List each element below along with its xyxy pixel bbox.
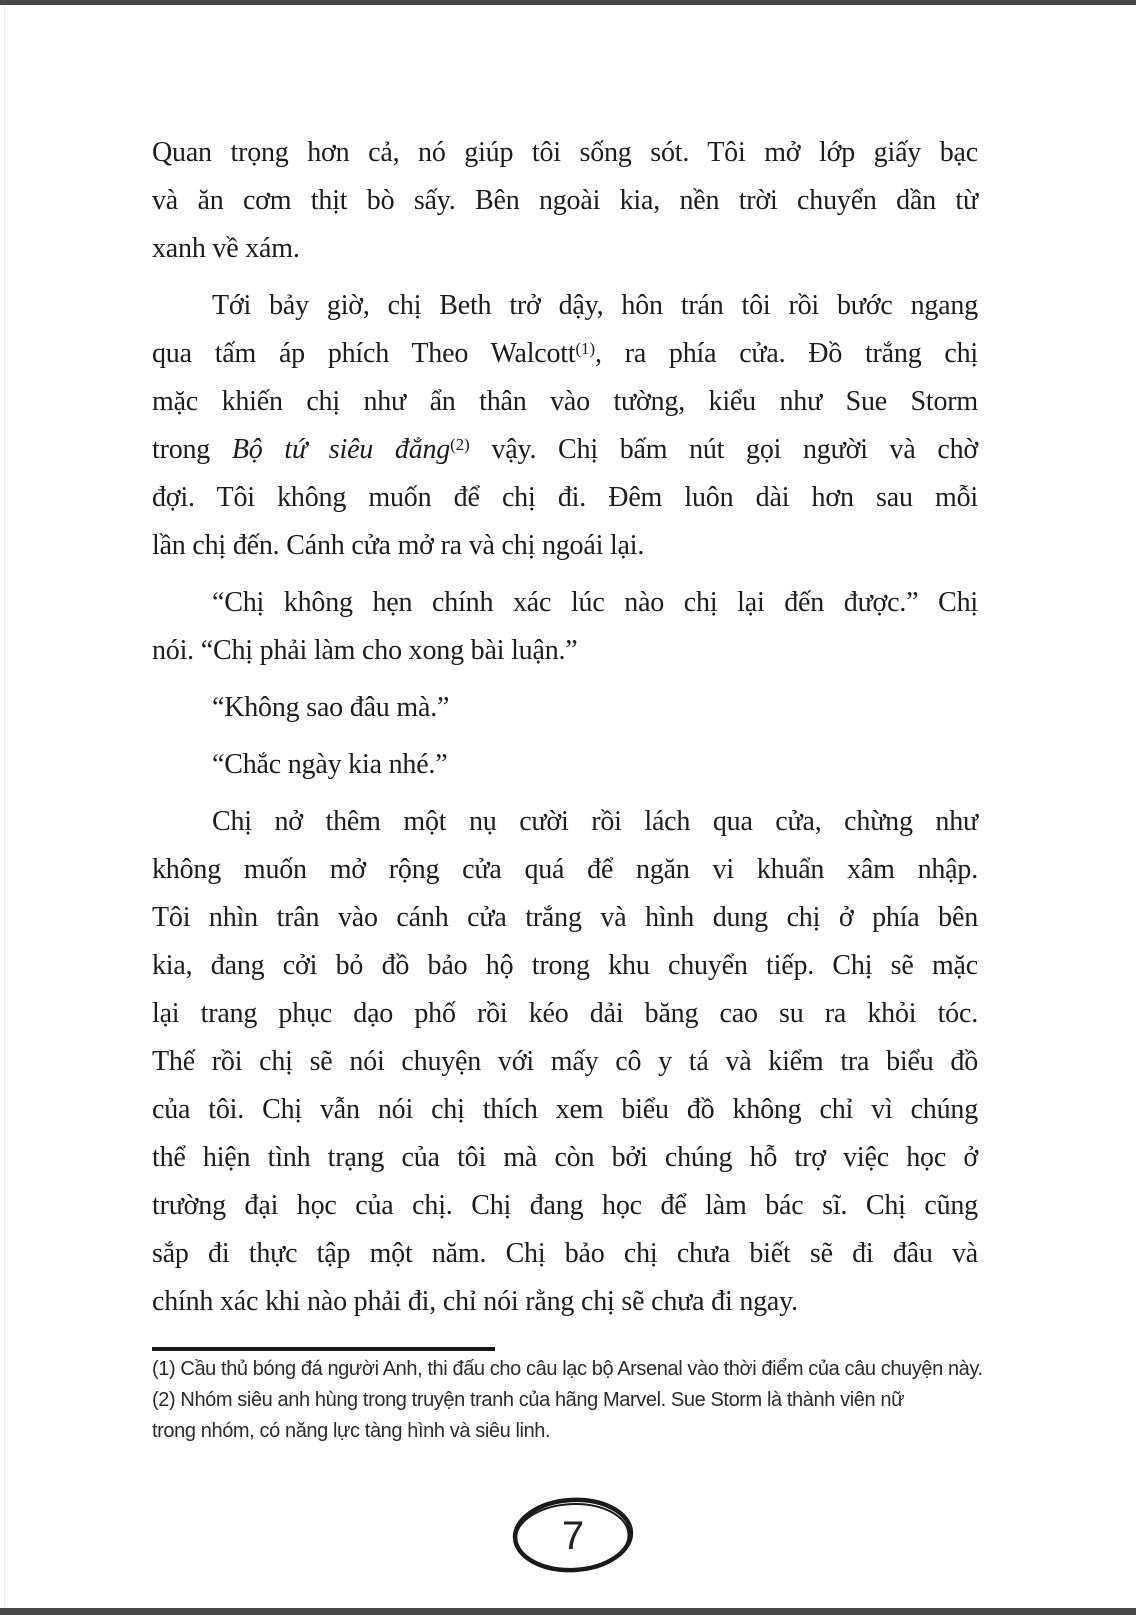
text-line: Thế rồi chị sẽ nói chuyện với mấy cô y tá và kiểm tra biểu đồ xyxy=(152,1046,978,1077)
text-line: của tôi. Chị vẫn nói chị thích xem biểu đồ không chỉ vì chúng xyxy=(152,1094,978,1125)
text-line: Tôi nhìn trân vào cánh cửa trắng và hình dung chị ở phía bên xyxy=(152,902,978,933)
text-line: chính xác khi nào phải đi, chỉ nói rằng chị sẽ chưa đi ngay. xyxy=(152,1286,798,1317)
text-line: đợi. Tôi không muốn để chị đi. Đêm luôn dài hơn sau mỗi xyxy=(152,482,978,513)
text-line: “Chắc ngày kia nhé.” xyxy=(212,749,448,780)
text-line: Quan trọng hơn cả, nó giúp tôi sống sót. Tôi mở lớp giấy bạc xyxy=(152,137,978,168)
text-line: và ăn cơm thịt bò sấy. Bên ngoài kia, nền trời chuyển dần từ xyxy=(152,185,978,216)
text-line: “Chị không hẹn chính xác lúc nào chị lại đến được.” Chị xyxy=(212,587,978,618)
footnote-line: (2) Nhóm siêu anh hùng trong truyện tranh của hãng Marvel. Sue Storm là thành viên nữ xyxy=(152,1389,905,1411)
scan-artifact-line xyxy=(4,5,5,1608)
page-number: 7 xyxy=(561,1513,585,1558)
text-line: “Không sao đâu mà.” xyxy=(212,692,450,723)
text-line: kia, đang cởi bỏ đồ bảo hộ trong khu chuyển tiếp. Chị sẽ mặc xyxy=(152,950,978,981)
text-line: xanh về xám. xyxy=(152,233,300,264)
top-edge-bar xyxy=(0,0,1136,5)
footnote-line: trong nhóm, có năng lực tàng hình và siêu linh. xyxy=(152,1420,551,1442)
text-line: mặc khiến chị như ẩn thân vào tường, kiểu như Sue Storm xyxy=(152,386,978,417)
text-line: nói. “Chị phải làm cho xong bài luận.” xyxy=(152,635,578,666)
text-line: Chị nở thêm một nụ cười rồi lách qua cửa, chừng như xyxy=(212,806,978,837)
page-number-badge xyxy=(511,1495,635,1575)
text-line: sắp đi thực tập một năm. Chị bảo chị chưa biết sẽ đi đâu và xyxy=(152,1238,978,1269)
bottom-edge-bar xyxy=(0,1608,1136,1615)
text-line: trường đại học của chị. Chị đang học để làm bác sĩ. Chị cũng xyxy=(152,1190,978,1221)
text-line: thể hiện tình trạng của tôi mà còn bởi chúng hỗ trợ việc học ở xyxy=(152,1142,978,1173)
text-line: qua tấm áp phích Theo Walcott$^{(1)}$, ra phía cửa. Đồ trắng chị xyxy=(152,338,978,369)
body-text xyxy=(152,129,978,1326)
text-line: lần chị đến. Cánh cửa mở ra và chị ngoái lại. xyxy=(152,530,645,561)
footnote-separator xyxy=(152,1347,495,1351)
text-line: Tới bảy giờ, chị Beth trở dậy, hôn trán tôi rồi bước ngang xyxy=(212,290,978,321)
text-line: lại trang phục dạo phố rồi kéo dải băng cao su ra khỏi tóc. xyxy=(152,998,978,1029)
footnote-line: (1) Cầu thủ bóng đá người Anh, thi đấu cho câu lạc bộ Arsenal vào thời điểm của câu chuyện này. xyxy=(152,1358,983,1380)
text-line: trong Bộ tứ siêu đẳng$^{(2)}$ vậy. Chị bấm nút gọi người và chờ xyxy=(152,434,978,465)
footnotes xyxy=(152,1354,1012,1447)
text-line: không muốn mở rộng cửa quá để ngăn vi khuẩn xâm nhập. xyxy=(152,854,978,885)
